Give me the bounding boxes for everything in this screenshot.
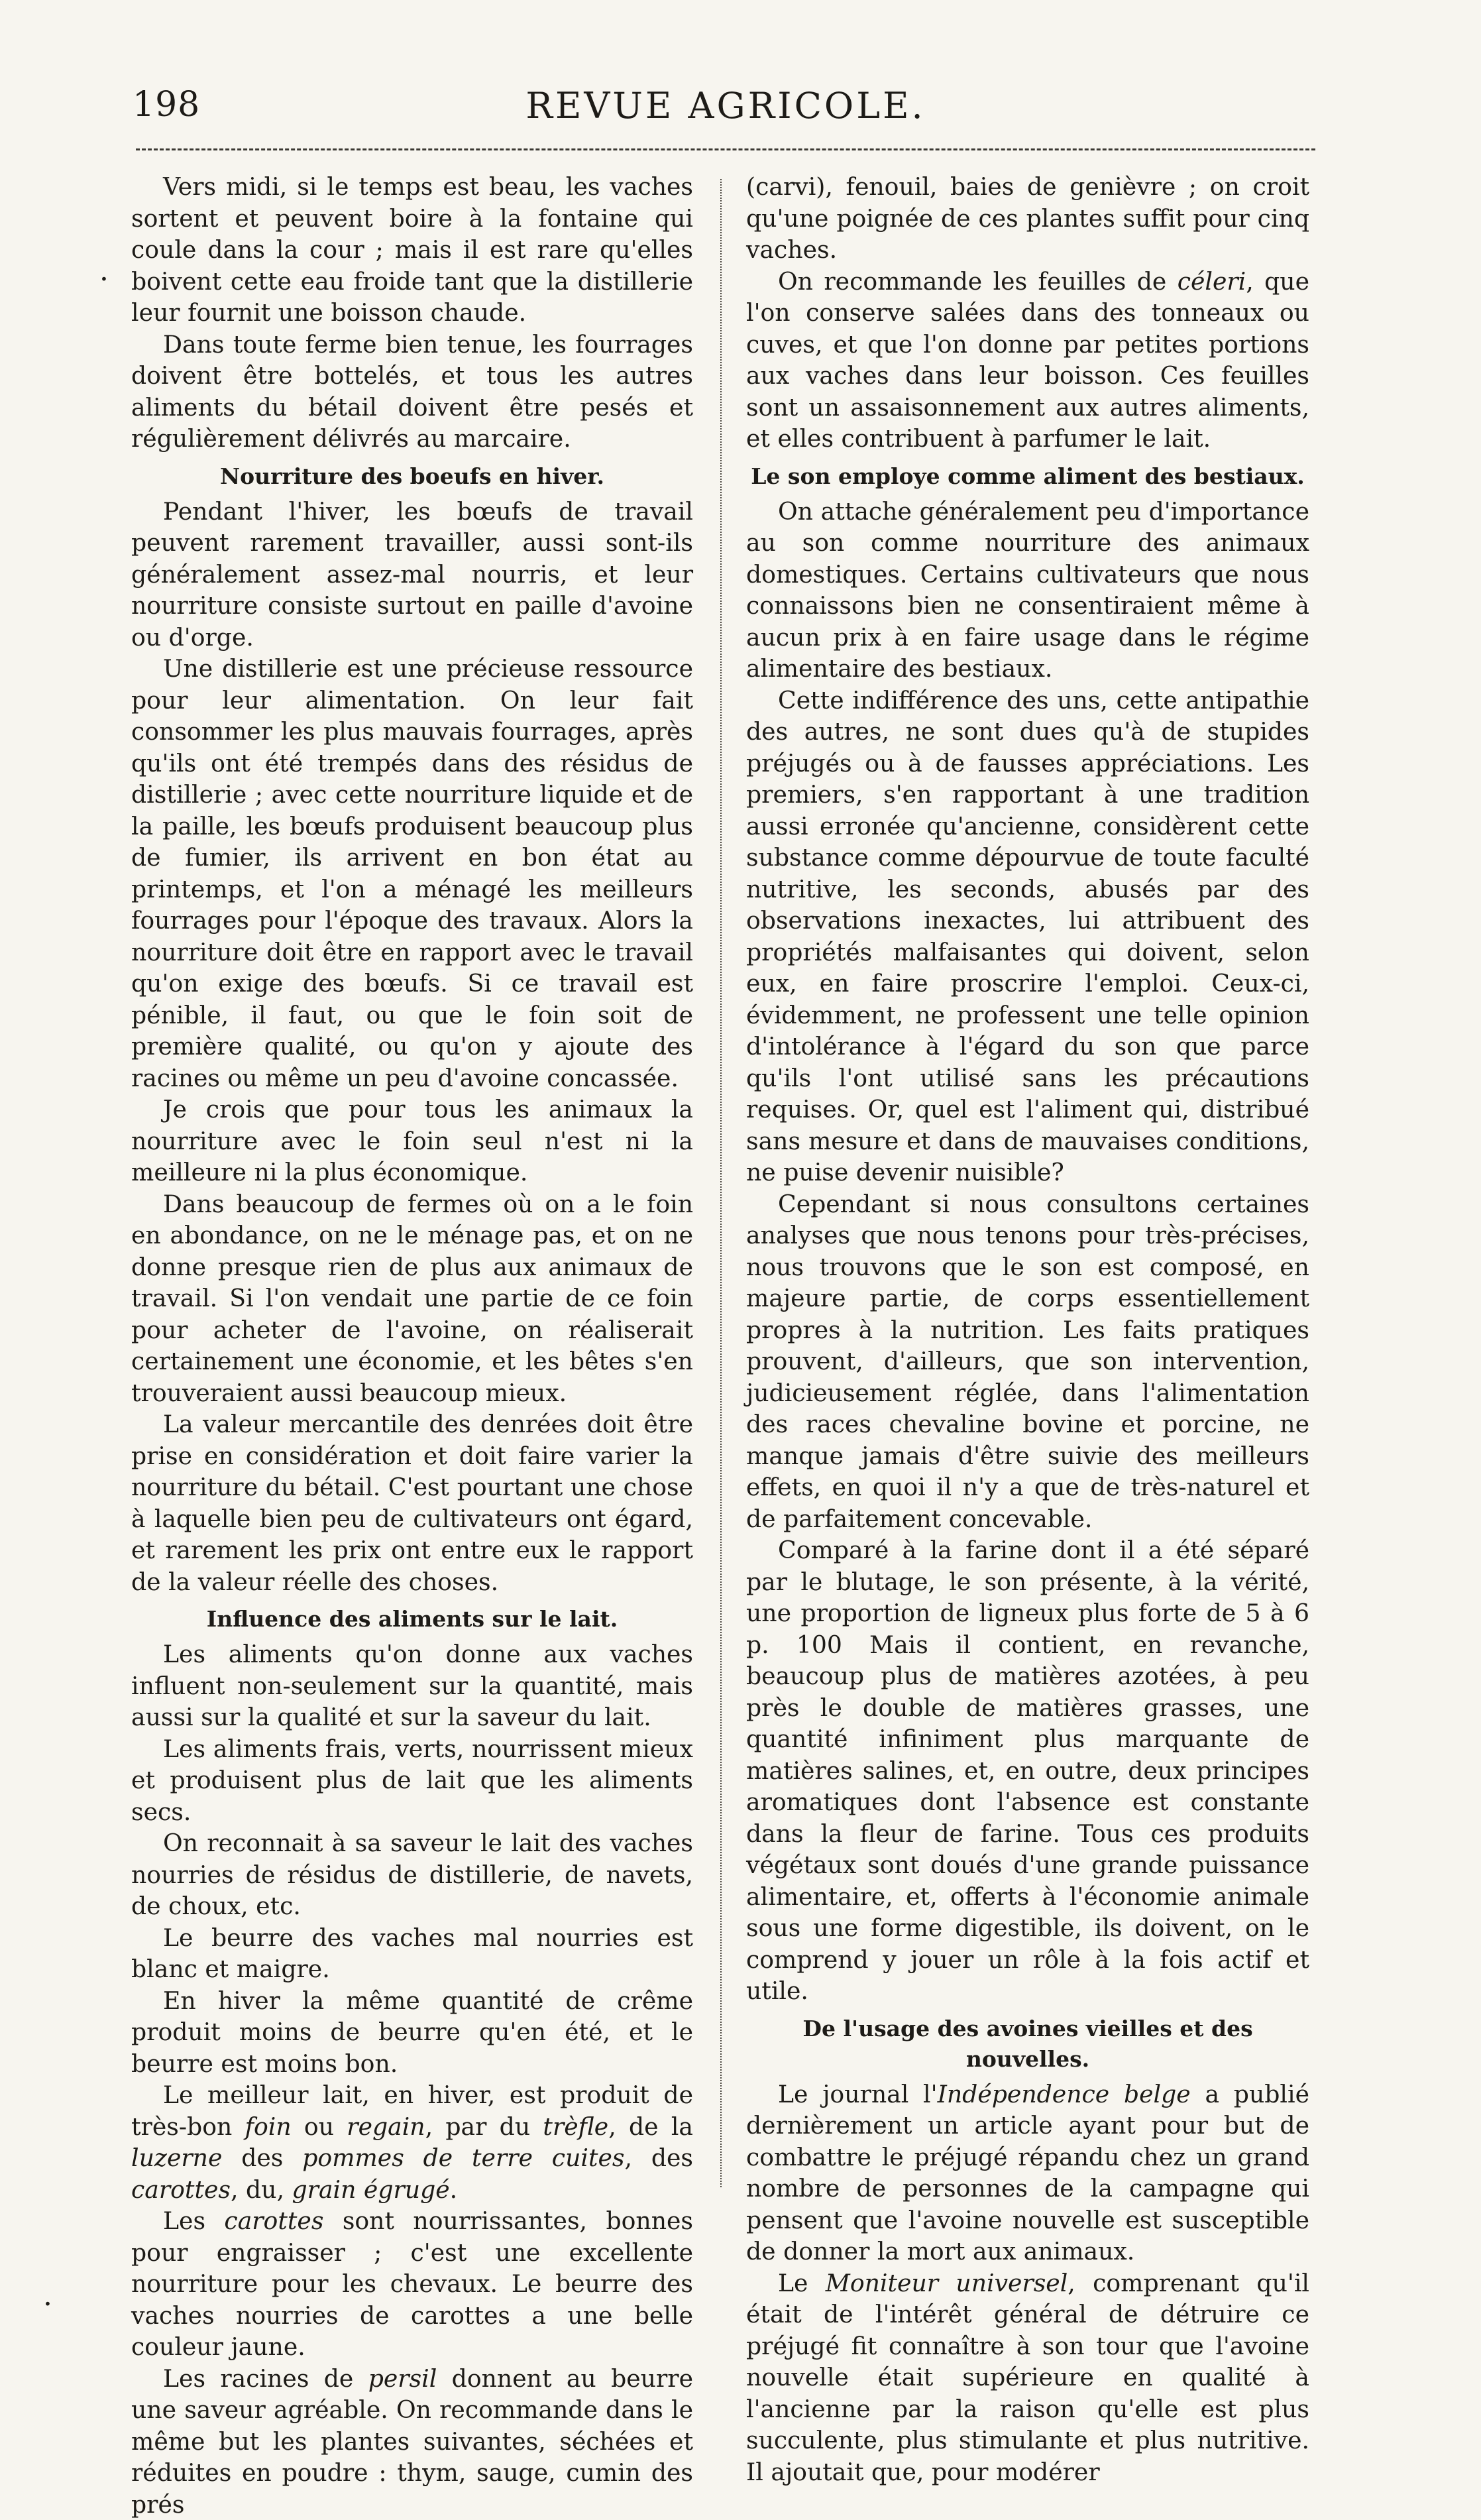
italic-term: grain égrugé — [292, 2175, 449, 2204]
text-run: donnent au beurre une saveur agréable. On recommande dans le même but les plantes suivantes, séchées et réduites en poudre : thym, sauge, cumin des prés — [131, 2364, 693, 2519]
italic-term: Moniteur universel — [826, 2269, 1068, 2297]
section-heading: Nourriture des boeufs en hiver. — [131, 461, 693, 492]
text-run: , que l'on conserve salées dans des tonneaux ou cuves, et que l'on donne par petites portions aux vaches dans leur boisson. Ces feuilles sont un assaisonnement aux autres aliments, et elles contribuent à parfumer le lait. — [746, 267, 1309, 453]
italic-term: persil — [368, 2364, 437, 2393]
paragraph: On attache généralement peu d'importance au son comme nourriture des animaux domestiques. Certains cultivateurs que nous connaissons bien ne consentiraient même à aucun prix à en faire usage dans le régime alimentaire des bestiaux. — [746, 496, 1309, 685]
text-run: , de la — [608, 2112, 693, 2141]
italic-term: trèfle — [543, 2112, 608, 2141]
paragraph: Cette indifférence des uns, cette antipathie des autres, ne sont dues qu'à de stupides préjugés ou à de fausses appréciations. Les premiers, s'en rapportant à une tradition aussi erronée qu'ancienne, considèrent cette substance comme dépourvue de toute faculté nutritive, les seconds, abusés par des observations inexactes, lui attribuent des propriétés malfaisantes qui doivent, selon eux, en faire proscrire l'emploi. Ceux-ci, évidemment, ne professent une telle opinion d'intolérance à l'égard du son que parce qu'ils l'ont utilisé sans les précautions requises. Or, quel est l'aliment qui, distribué sans mesure et dans de mauvaises conditions, ne puise devenir nuisible? — [746, 685, 1309, 1188]
paragraph — [131, 2205, 693, 2363]
italic-term: regain — [347, 2112, 425, 2141]
text-run: . — [450, 2175, 458, 2204]
paragraph: Le beurre des vaches mal nourries est blanc et maigre. — [131, 1922, 693, 1985]
text-run: ou — [292, 2112, 347, 2141]
text-run: , des — [624, 2144, 692, 2172]
italic-term: foin — [245, 2112, 292, 2141]
paragraph: Je crois que pour tous les animaux la nourriture avec le foin seul n'est ni la meilleure ni la plus économique. — [131, 1094, 693, 1188]
italic-term: céleri — [1178, 267, 1246, 296]
right-column — [746, 171, 1309, 2212]
text-run: Le — [778, 2269, 826, 2297]
text-run: Le meilleur lait, en hiver, est produit de très-bon — [131, 2081, 693, 2141]
italic-term: carottes — [224, 2206, 323, 2235]
paragraph: Pendant l'hiver, les bœufs de travail peuvent rarement travailler, aussi sont-ils généralement assez-mal nourris, et leur nourriture consiste surtout en paille d'avoine ou d'orge. — [131, 496, 693, 654]
paragraph: Dans beaucoup de fermes où on a le foin en abondance, on ne le ménage pas, et on ne donne presque rien de plus aux animaux de travail. Si l'on vendait une partie de ce foin pour acheter de l'avoine, on réaliserait certainement une économie, et les bêtes s'en trouveraient aussi beaucoup mieux. — [131, 1188, 693, 1409]
italic-term: pommes de terre cuites — [302, 2144, 624, 2172]
section-heading: De l'usage des avoines vieilles et des nouvelles. — [746, 2014, 1309, 2075]
text-run: a publié dernièrement un article ayant pour but de combattre le préjugé répandu chez un grand nombre de personnes de la campagne qui pensent que l'avoine nouvelle est susceptible de donner la mort aux animaux. — [746, 2080, 1309, 2266]
italic-term: Indépendence belge — [938, 2080, 1191, 2108]
paragraph: En hiver la même quantité de crême produit moins de beurre qu'en été, et le beurre est moins bon. — [131, 1985, 693, 2080]
paragraph: Vers midi, si le temps est beau, les vaches sortent et peuvent boire à la fontaine qui coule dans la cour ; mais il est rare qu'elles boivent cette eau froide tant que la distillerie leur fournit une boisson chaude. — [131, 171, 693, 329]
paragraph — [131, 2079, 693, 2205]
text-run: , du, — [231, 2175, 292, 2204]
text-run: Le journal l' — [778, 2080, 938, 2108]
text-run: Les racines de — [163, 2364, 368, 2393]
text-run: , par du — [425, 2112, 543, 2141]
left-column — [131, 171, 693, 2212]
text-run: Les — [163, 2206, 224, 2235]
italic-term: luzerne — [131, 2144, 222, 2172]
paragraph: Les aliments frais, verts, nourrissent mieux et produisent plus de lait que les aliments secs. — [131, 1733, 693, 1828]
margin-dot: · — [43, 2290, 52, 2319]
column-divider — [720, 179, 722, 2187]
paragraph: On reconnait à sa saveur le lait des vaches nourries de résidus de distillerie, de navets, de choux, etc. — [131, 1827, 693, 1922]
paragraph: La valeur mercantile des denrées doit être prise en considération et doit faire varier la nourriture du bétail. C'est pourtant une chose à laquelle bien peu de cultivateurs ont égard, et rarement les prix ont entre eux le rapport de la valeur réelle des choses. — [131, 1408, 693, 1597]
text-run: On recommande les feuilles de — [778, 267, 1178, 296]
text-run: , comprenant qu'il était de l'intérêt général de détruire ce préjugé fit connaître à son tour que l'avoine nouvelle était supérieure en qualité à l'ancienne par la raison qu'elle est plus succulente, plus stimulante et plus nutritive. Il ajoutait que, pour modérer — [746, 2269, 1309, 2486]
paragraph — [746, 2079, 1309, 2267]
paragraph: Dans toute ferme bien tenue, les fourrages doivent être bottelés, et tous les autres aliments du bétail doivent être pesés et régulièrement délivrés au marcaire. — [131, 329, 693, 455]
paragraph — [746, 266, 1309, 455]
italic-term: carottes — [131, 2175, 231, 2204]
text-run: sont nourrissantes, bonnes pour engraisser ; c'est une excellente nourriture pour les chevaux. Le beurre des vaches nourries de carottes a une belle couleur jaune. — [131, 2206, 693, 2361]
running-title: REVUE AGRICOLE. — [133, 85, 1319, 127]
paragraph — [746, 2267, 1309, 2488]
paragraph — [131, 2363, 693, 2520]
paragraph: (carvi), fenouil, baies de genièvre ; on croit qu'une poignée de ces plantes suffit pour cinq vaches. — [746, 171, 1309, 266]
paragraph: Une distillerie est une précieuse ressource pour leur alimentation. On leur fait consommer les plus mauvais fourrages, après qu'ils ont été trempés dans des résidus de distillerie ; avec cette nourriture liquide et de la paille, les bœufs produisent beaucoup plus de fumier, ils arrivent en bon état au printemps, et l'on a ménagé les meilleurs fourrages pour l'époque des travaux. Alors la nourriture doit être en rapport avec le travail qu'on exige des bœufs. Si ce travail est pénible, il faut, ou que le foin soit de première qualité, ou qu'on y ajoute des racines ou même un peu d'avoine concassée. — [131, 653, 693, 1094]
paragraph: Comparé à la farine dont il a été séparé par le blutage, le son présente, à la vérité, une proportion de ligneux plus forte de 5 à 6 p. 100 Mais il contient, en revanche, beaucoup plus de matières azotées, à peu près le double de matières grasses, une quantité infiniment plus marquante de matières salines, et, en outre, deux principes aromatiques dont l'absence est constante dans la fleur de farine. Tous ces produits végétaux sont doués d'une grande puissance alimentaire, et, offerts à l'économie animale sous une forme digestible, ils doivent, on le comprend y jouer un rôle à la fois actif et utile. — [746, 1534, 1309, 2007]
paragraph: Les aliments qu'on donne aux vaches influent non-seulement sur la quantité, mais aussi sur la qualité et sur la saveur du lait. — [131, 1638, 693, 1733]
page-number: 198 — [133, 85, 200, 125]
text-run: des — [222, 2144, 302, 2172]
paragraph: Cependant si nous consultons certaines analyses que nous tenons pour très-précises, nous trouvons que le son est composé, en majeure partie, de corps essentiellement propres à la nutrition. Les faits pratiques prouvent, d'ailleurs, que son intervention, judicieusement réglée, dans l'alimentation des races chevaline bovine et porcine, ne manque jamais d'être suivie des meilleurs effets, en quoi il n'y a que de très-naturel et de parfaitement concevable. — [746, 1188, 1309, 1535]
page-header — [133, 85, 1319, 138]
margin-dot: · — [99, 265, 109, 294]
section-heading: Le son employe comme aliment des bestiaux. — [746, 461, 1309, 492]
header-rule — [136, 148, 1315, 150]
section-heading: Influence des aliments sur le lait. — [131, 1604, 693, 1634]
